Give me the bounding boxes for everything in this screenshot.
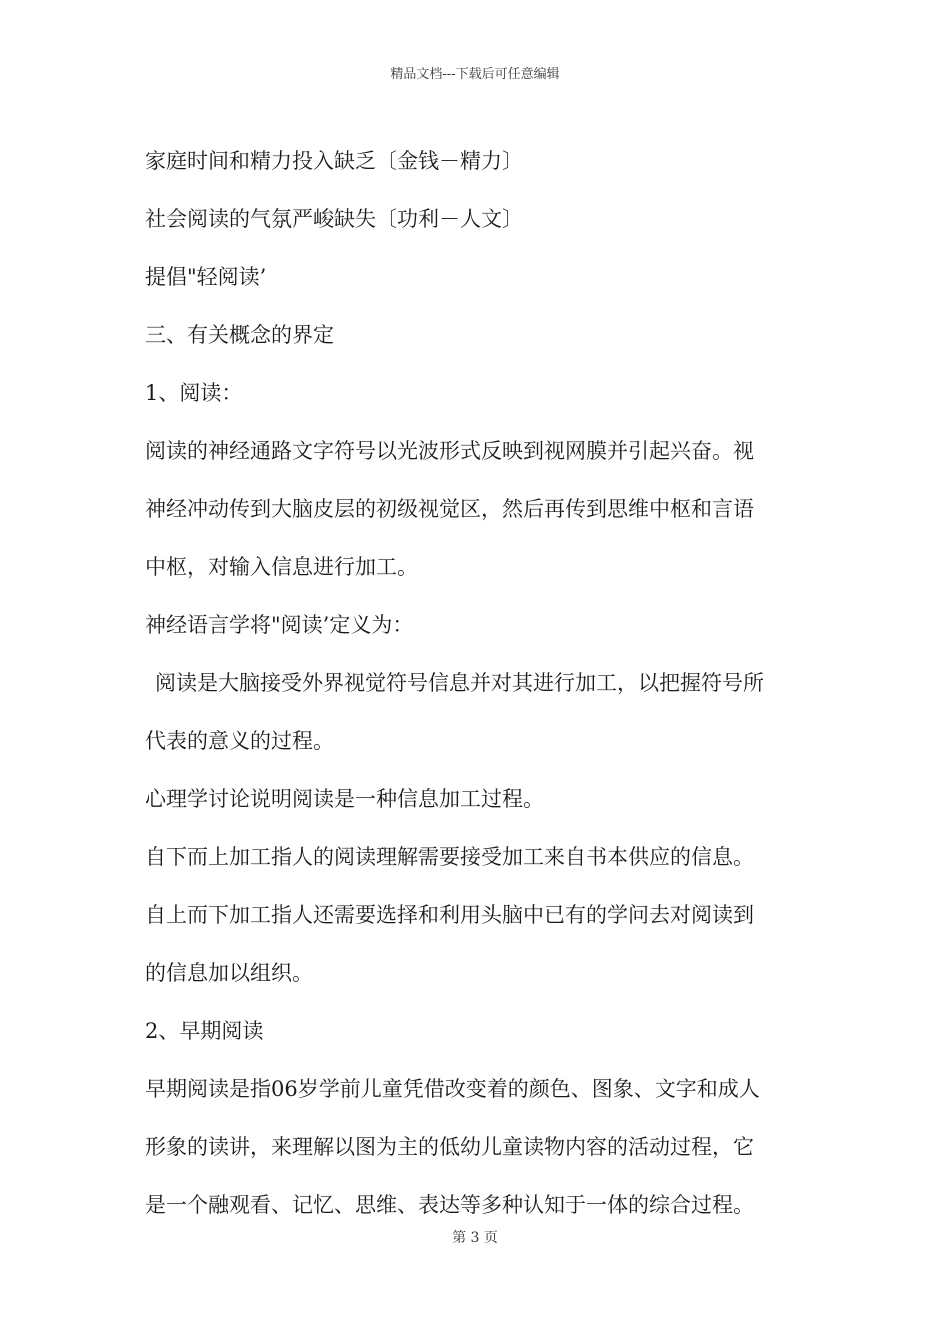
text-line: 早期阅读是指06岁学前儿童凭借改变着的颜色、图象、文字和成人 — [145, 1077, 760, 1101]
text-line: 提倡"轻阅读’ — [145, 265, 267, 289]
text-line: 社会阅读的气氛严峻缺失〔功利－人文〕 — [145, 207, 523, 231]
text-line: 形象的读讲，来理解以图为主的低幼儿童读物内容的活动过程，它 — [145, 1135, 754, 1159]
subsection-heading: 2、早期阅读 — [145, 1019, 264, 1043]
text-line: 阅读的神经通路文字符号以光波形式反映到视网膜并引起兴奋。视 — [145, 439, 754, 463]
text-line: 代表的意义的过程。 — [145, 729, 334, 753]
text-line: 神经语言学将"阅读’定义为： — [145, 613, 414, 637]
text-line: 家庭时间和精力投入缺乏〔金钱－精力〕 — [145, 149, 523, 173]
section-heading: 三、有关概念的界定 — [145, 323, 334, 347]
page-header: 精品文档---下载后可任意编辑 — [390, 67, 560, 82]
text-line: 心理学讨论说明阅读是一种信息加工过程。 — [145, 787, 544, 811]
subsection-heading: 1、阅读： — [145, 381, 243, 405]
definition-line: 阅读是大脑接受外界视觉符号信息并对其进行加工，以把握符号所 — [155, 671, 764, 695]
text-line: 神经冲动传到大脑皮层的初级视觉区，然后再传到思维中枢和言语 — [145, 497, 754, 521]
text-line: 是一个融观看、记忆、思维、表达等多种认知于一体的综合过程。 — [145, 1193, 754, 1217]
text-line: 自上而下加工指人还需要选择和利用头脑中已有的学问去对阅读到 — [145, 903, 754, 927]
document-body — [145, 132, 810, 1234]
page-number: 第 3 页 — [452, 1230, 498, 1246]
text-line: 的信息加以组织。 — [145, 961, 313, 985]
text-line: 中枢，对输入信息进行加工。 — [145, 555, 418, 579]
text-line: 自下而上加工指人的阅读理解需要接受加工来自书本供应的信息。 — [145, 845, 754, 869]
